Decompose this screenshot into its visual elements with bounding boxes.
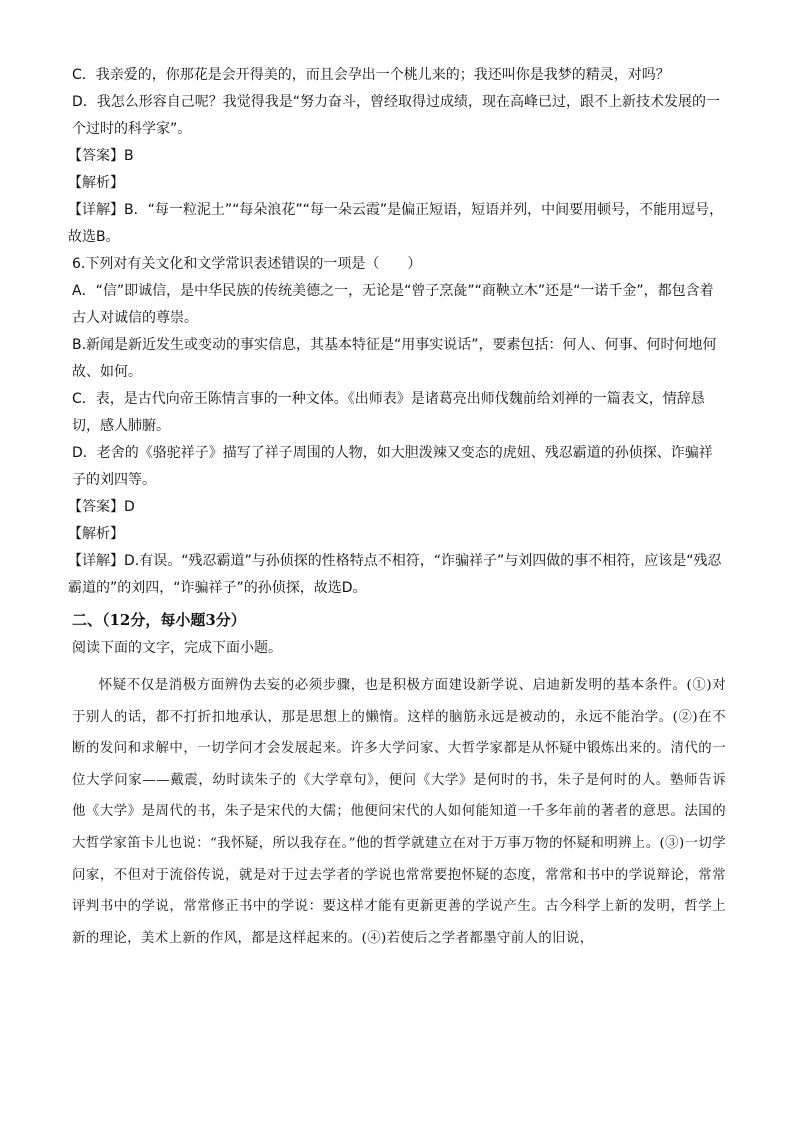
q5-answer-tag: 【答案】B (68, 148, 134, 164)
q5-detail: 【详解】B．“每一粒泥土”“每朵浪花”“每一朵云霞”是偏正短语，短语并列，中间要用顿号，不能用逗号，故选B。 (68, 202, 724, 245)
section-heading: 二、（12分，每小题3分） (72, 611, 246, 629)
q6-option-d: D．老舍的《骆驼祥子》描写了祥子周围的人物，如大胆泼辣又变态的虎妞、残忍霸道的孙侦探、诈骗祥子的刘四等。 (72, 445, 713, 488)
q6-option-c: C．表，是古代向帝王陈情言事的一种文体。《出师表》是诸葛亮出师伐魏前给刘禅的一篇表文，情辞恳切，感人肺腑。 (72, 391, 705, 434)
q5-option-d: D．我怎么形容自己呢？我觉得我是“努力奋斗，曾经取得过成绩，现在高峰已过，跟不上新技术发展的一个过时的科学家”。 (72, 94, 721, 137)
reading-instruction: 阅读下面的文字，完成下面小题。 (72, 640, 282, 656)
q5-option-c: C．我亲爱的，你那花是会开得美的，而且会孕出一个桃儿来的；我还叫你是我梦的精灵，对吗？ (72, 67, 670, 83)
q6-detail: 【详解】D.有误。“残忍霸道”与孙侦探的性格特点不相符，“诈骗祥子”与刘四做的事不相符，应该是“残忍霸道的”的刘四，“诈骗祥子”的孙侦探，故选D。 (68, 553, 722, 596)
reading-passage: 怀疑不仅是消极方面辨伪去妄的必须步骤，也是积极方面建设新学说、启迪新发明的基本条件。(①)对于别人的话，都不打折扣地承认，那是思想上的懒惰。这样的脑筋永远是被动的，永远不能治学。(②)在不断的发问和求解中，一切学问才会发展起来。许多大学问家、大哲学家都是从怀疑中锻炼出来的。清代的一位大学问家——戴震，幼时读朱子的《大学章句》，便问《大学》是何时的书，朱子是何时的人。塾师告诉他《大学》是周代的书，朱子是宋代的大儒；他便问宋代的人如何能知道一千多年前的著者的意思。法国的大哲学家笛卡儿也说：“我怀疑，所以我存在。”他的哲学就建立在对于万事万物的怀疑和明辨上。(③)一切学问家，不但对于流俗传说，就是对于过去学者的学说也常常要抱怀疑的态度，常常和书中的学说辩论，常常评判书中的学说，常常修正书中的学说：要这样才能有更新更善的学说产生。古今科学上新的发明，哲学上新的理论，美术上新的作风，都是这样起来的。(④)若使后之学者都墨守前人的旧说， (72, 678, 726, 946)
q5-analysis-tag: 【解析】 (68, 175, 124, 191)
q6-answer-tag: 【答案】D (68, 499, 135, 515)
document-page (68, 62, 726, 954)
q6-analysis-tag: 【解析】 (68, 526, 124, 542)
q6-stem: 6.下列对有关文化和文学常识表述错误的一项是（ ） (72, 256, 422, 272)
q6-option-a: A．“信”即诚信，是中华民族的传统美德之一，无论是“曾子烹彘”“商鞅立木”还是“一诺千金”，都包含着古人对诚信的尊崇。 (72, 283, 714, 326)
q6-option-b: B.新闻是新近发生或变动的事实信息，其基本特征是“用事实说话”，要素包括：何人、何事、何时何地何故、如何。 (72, 337, 717, 380)
